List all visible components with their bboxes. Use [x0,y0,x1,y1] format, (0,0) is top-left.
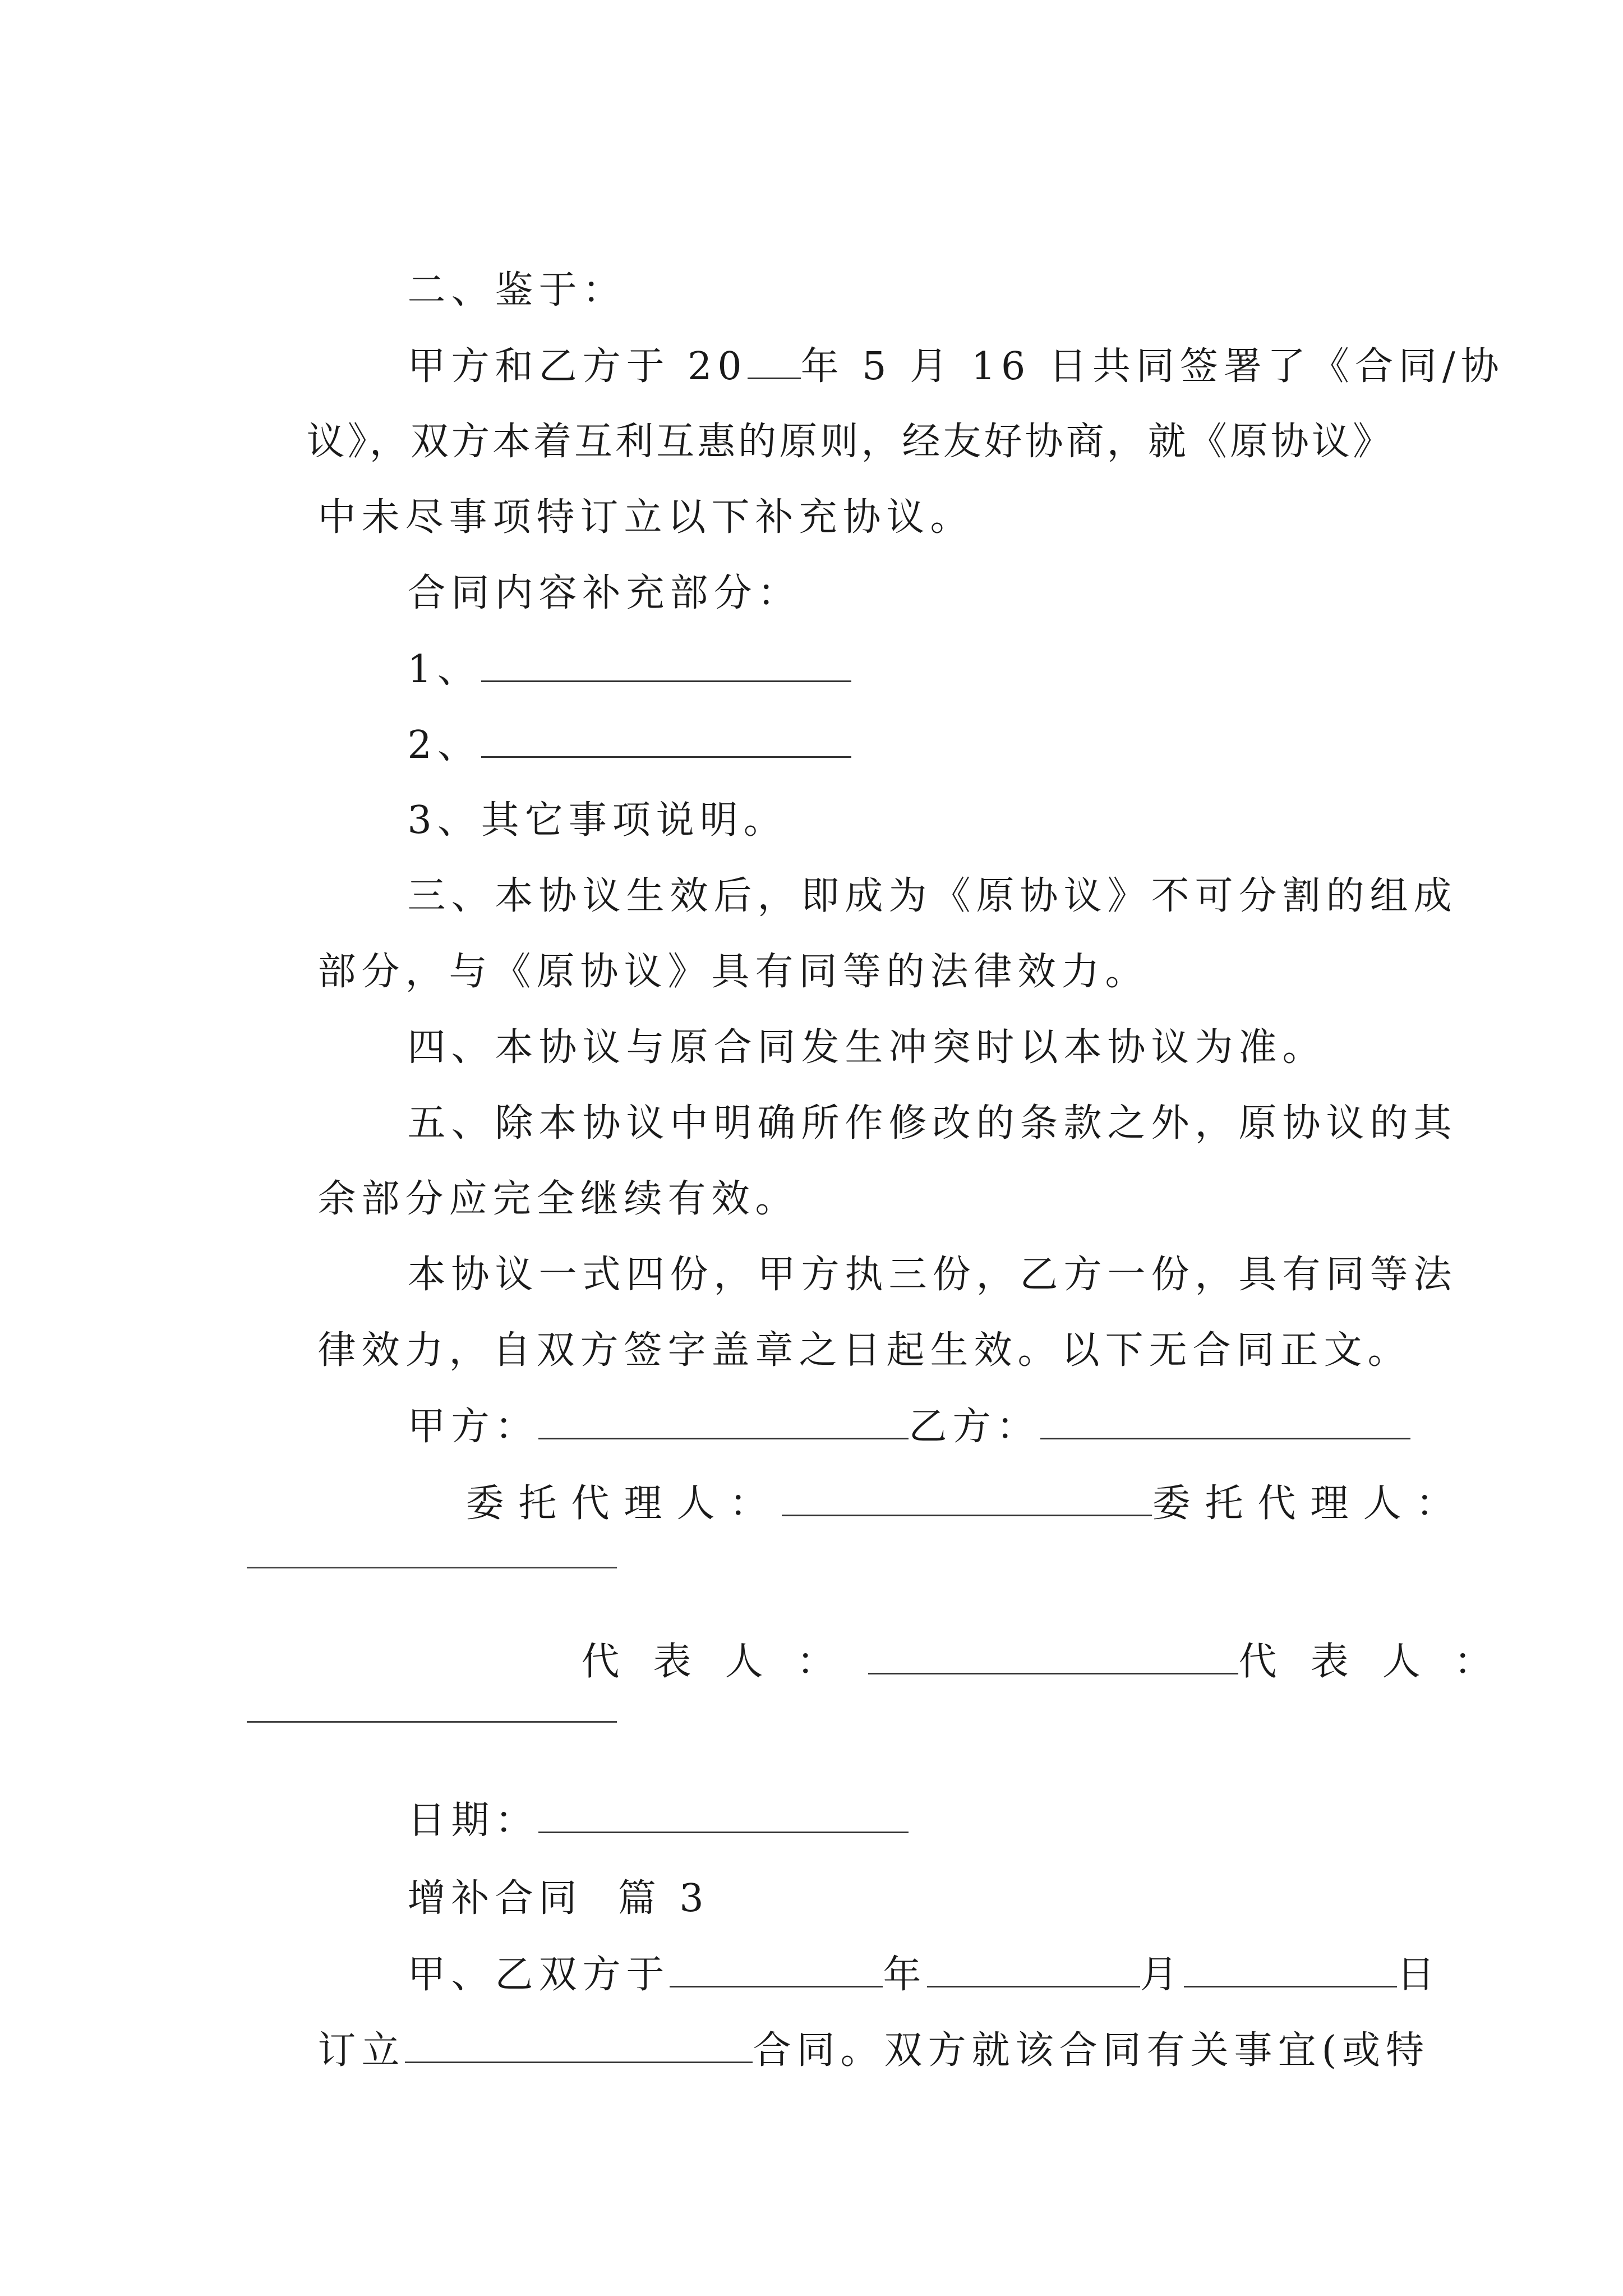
rep-b-blank [247,1721,617,1723]
rep-b-label: 代表人： [1238,1640,1526,1684]
month-blank [927,1952,1140,1987]
section-title [336,1832,1391,1921]
agent-a-blank [782,1481,1152,1516]
text: 议》，双方本着互利互惠的原则，经友好协商，就《原协议》 [306,420,1391,464]
text: 中未尽事项特订立以下补充协议。 [317,495,974,540]
paragraph-line [247,1283,1412,1373]
item-1 [336,602,1391,692]
date-line [336,1753,1391,1843]
date-blank [538,1798,909,1833]
text: 本协议一式四份，甲方执三份，乙方一份，具有同等法 [407,1253,1458,1297]
agent-b-label: 委托代理人： [1152,1481,1469,1526]
paragraph-line [336,829,1458,918]
party-b-blank [1040,1404,1410,1439]
text: 年 [883,1953,927,1997]
text: 三、本协议生效后，即成为《原协议》不可分割的组成 [407,874,1458,918]
subsection-heading [336,526,1391,615]
paragraph-line [247,1983,1430,2073]
day-blank [1184,1952,1397,1987]
item-3 [336,753,1391,843]
item-1-blank [481,647,851,682]
text: 年 5 月 16 日共同签署了《合同/协 [800,344,1505,389]
paragraph-line [336,1907,1441,1997]
paragraph-line [336,299,1505,389]
paragraph-line [247,450,1391,540]
text: 合同。双方就该合同有关事宜(或特 [753,2028,1430,2073]
agent-b-blank [247,1567,617,1568]
paragraph-line [336,1056,1458,1145]
text: 1、 [407,647,481,692]
text: 增补合同 篇 3 [407,1876,709,1921]
paragraph-line [247,375,1391,464]
paragraph-line [336,981,1391,1070]
paragraph-line [336,1208,1458,1297]
text: 四、本协议与原合同发生冲突时以本协议为准。 [407,1025,1326,1070]
party-a-blank [538,1404,909,1439]
contract-name-blank [405,2028,753,2063]
text: 部分，与《原协议》具有同等的法律效力。 [317,950,1149,994]
text: 合同内容补充部分： [407,571,801,615]
item-2 [336,678,1391,767]
paragraph-line [247,1132,1391,1221]
text: 甲方和乙方于 20 [407,344,748,389]
year-blank [670,1952,883,1987]
agent-signature-line [359,1436,1469,1526]
item-2-blank [481,723,851,758]
text: 五、除本协议中明确所作修改的条款之外，原协议的其 [407,1101,1458,1145]
rep-a-label: 代表人： [581,1640,869,1684]
date-label: 日期： [407,1798,539,1843]
text: 3、其它事项说明。 [407,798,787,843]
agent-a-label: 委托代理人： [465,1481,782,1526]
text: 订立 [317,2028,405,2073]
paragraph-line [247,905,1391,994]
year-blank [748,344,801,379]
text: 二、鉴于： [407,268,626,312]
text: 2、 [407,723,481,767]
text: 律效力，自双方签字盖章之日起生效。以下无合同正文。 [317,1328,1412,1373]
text: 余部分应完全继续有效。 [317,1177,799,1221]
party-b-label: 乙方： [909,1405,1040,1449]
text: 日 [1396,1953,1441,1997]
section-two-heading [336,223,1391,312]
text: 甲、乙双方于 [407,1953,670,1997]
party-signature-line [336,1359,1391,1449]
representative-signature-line [398,1594,1526,1684]
party-a-label: 甲方： [407,1405,539,1449]
rep-a-blank [868,1639,1238,1674]
text: 月 [1140,1953,1184,1997]
